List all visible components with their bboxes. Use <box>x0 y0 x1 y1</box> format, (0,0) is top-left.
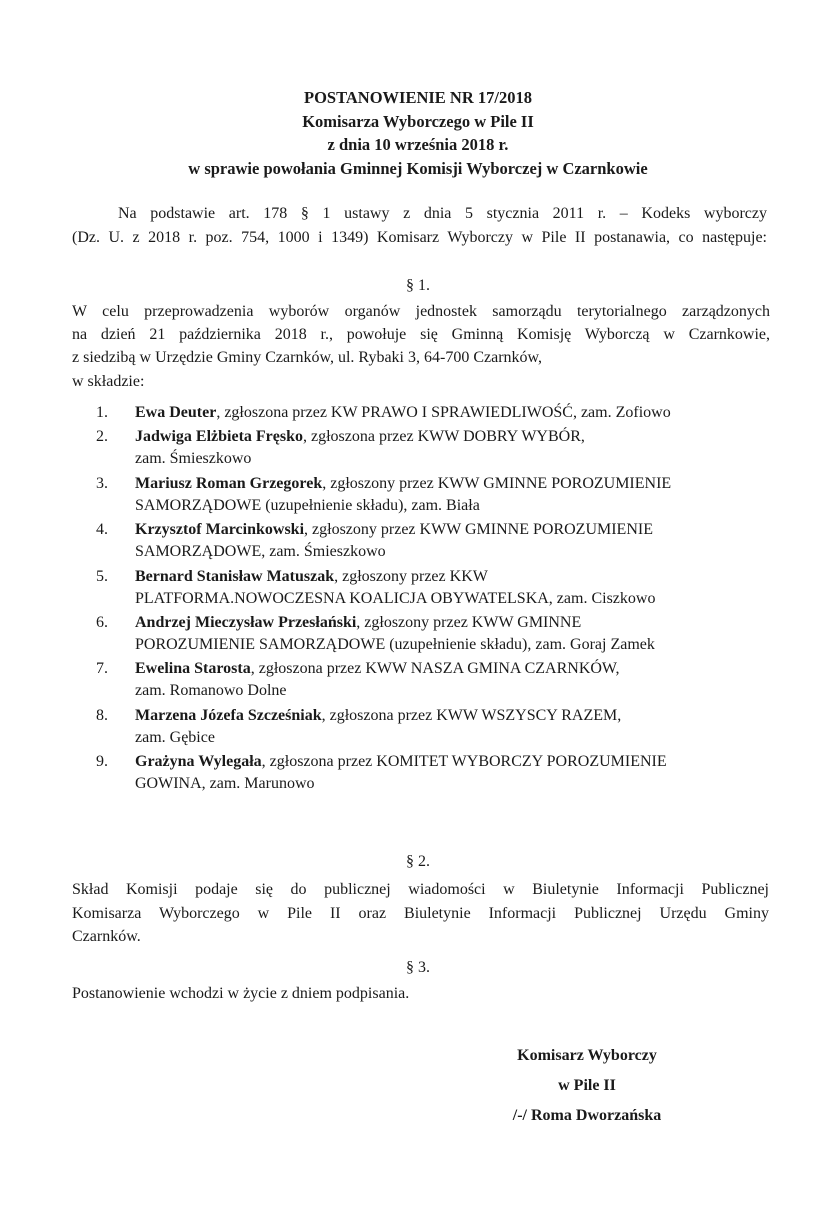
section-2-line-3: Czarnków. <box>72 928 141 945</box>
committee-members-list <box>72 402 770 798</box>
member-nomination: , zgłoszona przez KWW DOBRY WYBÓR, <box>303 428 585 446</box>
section-2-mark: § 2. <box>406 853 430 870</box>
member-nomination: , zgłoszona przez KWW NASZA GMINA CZARNKÓW, <box>250 660 620 678</box>
list-item <box>72 566 770 610</box>
list-item <box>72 473 770 517</box>
member-line-2: zam. Romanowo Dolne <box>135 682 287 700</box>
member-line-1 <box>135 566 770 588</box>
section-3-mark: § 3. <box>406 959 430 976</box>
title-line-subject: w sprawie powołania Gminnej Komisji Wyborczej w Czarnkowie <box>188 158 648 178</box>
member-line-1 <box>135 751 770 773</box>
member-name: Andrzej Mieczysław Przesłański <box>135 613 357 631</box>
list-item-number: 1. <box>96 404 108 421</box>
list-item-number: 8. <box>96 706 108 724</box>
list-item-number: 4. <box>96 521 108 539</box>
list-item <box>72 705 770 749</box>
member-nomination: , zgłoszony przez KKW <box>334 567 488 585</box>
member-line-2: PLATFORMA.NOWOCZESNA KOALICJA OBYWATELSKA, zam. Ciszkowo <box>135 589 656 607</box>
member-name: Jadwiga Elżbieta Fręsko <box>135 428 303 446</box>
member-line-1 <box>135 426 770 448</box>
signature-location: w Pile II <box>558 1077 616 1094</box>
list-item <box>72 751 770 795</box>
member-nomination: , zgłoszona przez KW PRAWO I SPRAWIEDLIWOŚĆ, zam. Zofiowo <box>216 404 671 421</box>
section-1-line-4: w składzie: <box>72 372 145 390</box>
member-nomination: , zgłoszony przez KWW GMINNE POROZUMIENIE <box>304 521 653 539</box>
member-name: Grażyna Wylegała <box>135 753 262 771</box>
signature-title: Komisarz Wyborczy <box>517 1047 657 1064</box>
member-name: Marzena Józefa Szcześniak <box>135 706 322 724</box>
signature-block <box>480 1041 694 1131</box>
member-line-1 <box>135 705 770 727</box>
section-1-text <box>72 300 770 393</box>
member-line-2: SAMORZĄDOWE (uzupełnienie składu), zam. Biała <box>135 496 480 514</box>
list-item-text <box>135 658 770 702</box>
list-item-text <box>135 751 770 795</box>
list-item-text <box>135 519 770 563</box>
legal-basis-paragraph <box>72 202 767 249</box>
member-line-2: POROZUMIENIE SAMORZĄDOWE (uzupełnienie składu), zam. Goraj Zamek <box>135 635 655 653</box>
member-line-1 <box>135 658 770 680</box>
member-name: Ewa Deuter <box>135 404 217 421</box>
list-item-number: 6. <box>96 613 108 631</box>
list-item-text <box>135 402 770 424</box>
member-nomination: , zgłoszona przez KOMITET WYBORCZY POROZUMIENIE <box>261 753 667 771</box>
member-name: Ewelina Starosta <box>135 660 251 678</box>
legal-basis-line-1: Na podstawie art. 178 § 1 ustawy z dnia 5 stycznia 2011 r. – Kodeks wyborczy <box>118 205 767 222</box>
section-3-text: Postanowienie wchodzi w życie z dniem podpisania. <box>72 985 410 1002</box>
member-line-2: zam. Śmieszkowo <box>135 450 252 468</box>
signature-name: /-/ Roma Dworzańska <box>512 1107 662 1124</box>
list-item-number: 2. <box>96 428 108 446</box>
member-nomination: , zgłoszona przez KWW WSZYSCY RAZEM, <box>321 706 622 724</box>
member-nomination: , zgłoszony przez KWW GMINNE POROZUMIENIE <box>322 474 672 492</box>
document-title <box>0 86 836 180</box>
section-1-line-1: W celu przeprowadzenia wyborów organów jednostek samorządu terytorialnego zarządzonych <box>72 303 770 320</box>
list-item-text <box>135 705 770 749</box>
member-line-1 <box>135 612 770 634</box>
member-line-1 <box>135 402 770 424</box>
member-line-1 <box>135 519 770 541</box>
member-line-1 <box>135 473 770 495</box>
list-item <box>72 519 770 563</box>
member-line-2: GOWINA, zam. Marunowo <box>135 775 315 793</box>
section-1-line-2: na dzień 21 października 2018 r., powołuje się Gminną Komisję Wyborczą w Czarnkowie, <box>72 326 770 344</box>
list-item <box>72 426 770 470</box>
title-line-date: z dnia 10 września 2018 r. <box>327 135 509 154</box>
list-item-text <box>135 473 770 517</box>
member-nomination: , zgłoszony przez KWW GMINNE <box>356 613 582 631</box>
member-line-2: SAMORZĄDOWE, zam. Śmieszkowo <box>135 543 386 561</box>
legal-basis-line-2: (Dz. U. z 2018 r. poz. 754, 1000 i 1349) Komisarz Wyborczy w Pile II postanawia, co następuje: <box>72 228 767 246</box>
section-2-line-2: Komisarza Wyborczego w Pile II oraz Biuletynie Informacji Publicznej Urzędu Gminy <box>72 904 769 922</box>
list-item <box>72 612 770 656</box>
list-item-text <box>135 426 770 470</box>
section-2-text <box>72 878 769 949</box>
list-item-number: 9. <box>96 753 108 771</box>
title-line-issuer: Komisarza Wyborczego w Pile II <box>302 111 534 131</box>
section-1-line-3: z siedzibą w Urzędzie Gminy Czarnków, ul. Rybaki 3, 64-700 Czarnków, <box>72 349 543 367</box>
list-item <box>72 658 770 702</box>
list-item-number: 3. <box>96 474 108 492</box>
list-item-text <box>135 566 770 610</box>
member-name: Bernard Stanisław Matuszak <box>135 567 335 585</box>
member-line-2: zam. Gębice <box>135 728 215 746</box>
title-line-resolution-number: POSTANOWIENIE NR 17/2018 <box>304 88 532 107</box>
list-item-number: 7. <box>96 660 108 678</box>
member-name: Mariusz Roman Grzegorek <box>135 474 323 492</box>
list-item-number: 5. <box>96 567 108 585</box>
member-name: Krzysztof Marcinkowski <box>135 521 305 539</box>
section-2-line-1: Skład Komisji podaje się do publicznej wiadomości w Biuletynie Informacji Publicznej <box>72 881 769 898</box>
list-item-text <box>135 612 770 656</box>
section-1-mark: § 1. <box>406 277 430 294</box>
list-item <box>72 402 770 424</box>
